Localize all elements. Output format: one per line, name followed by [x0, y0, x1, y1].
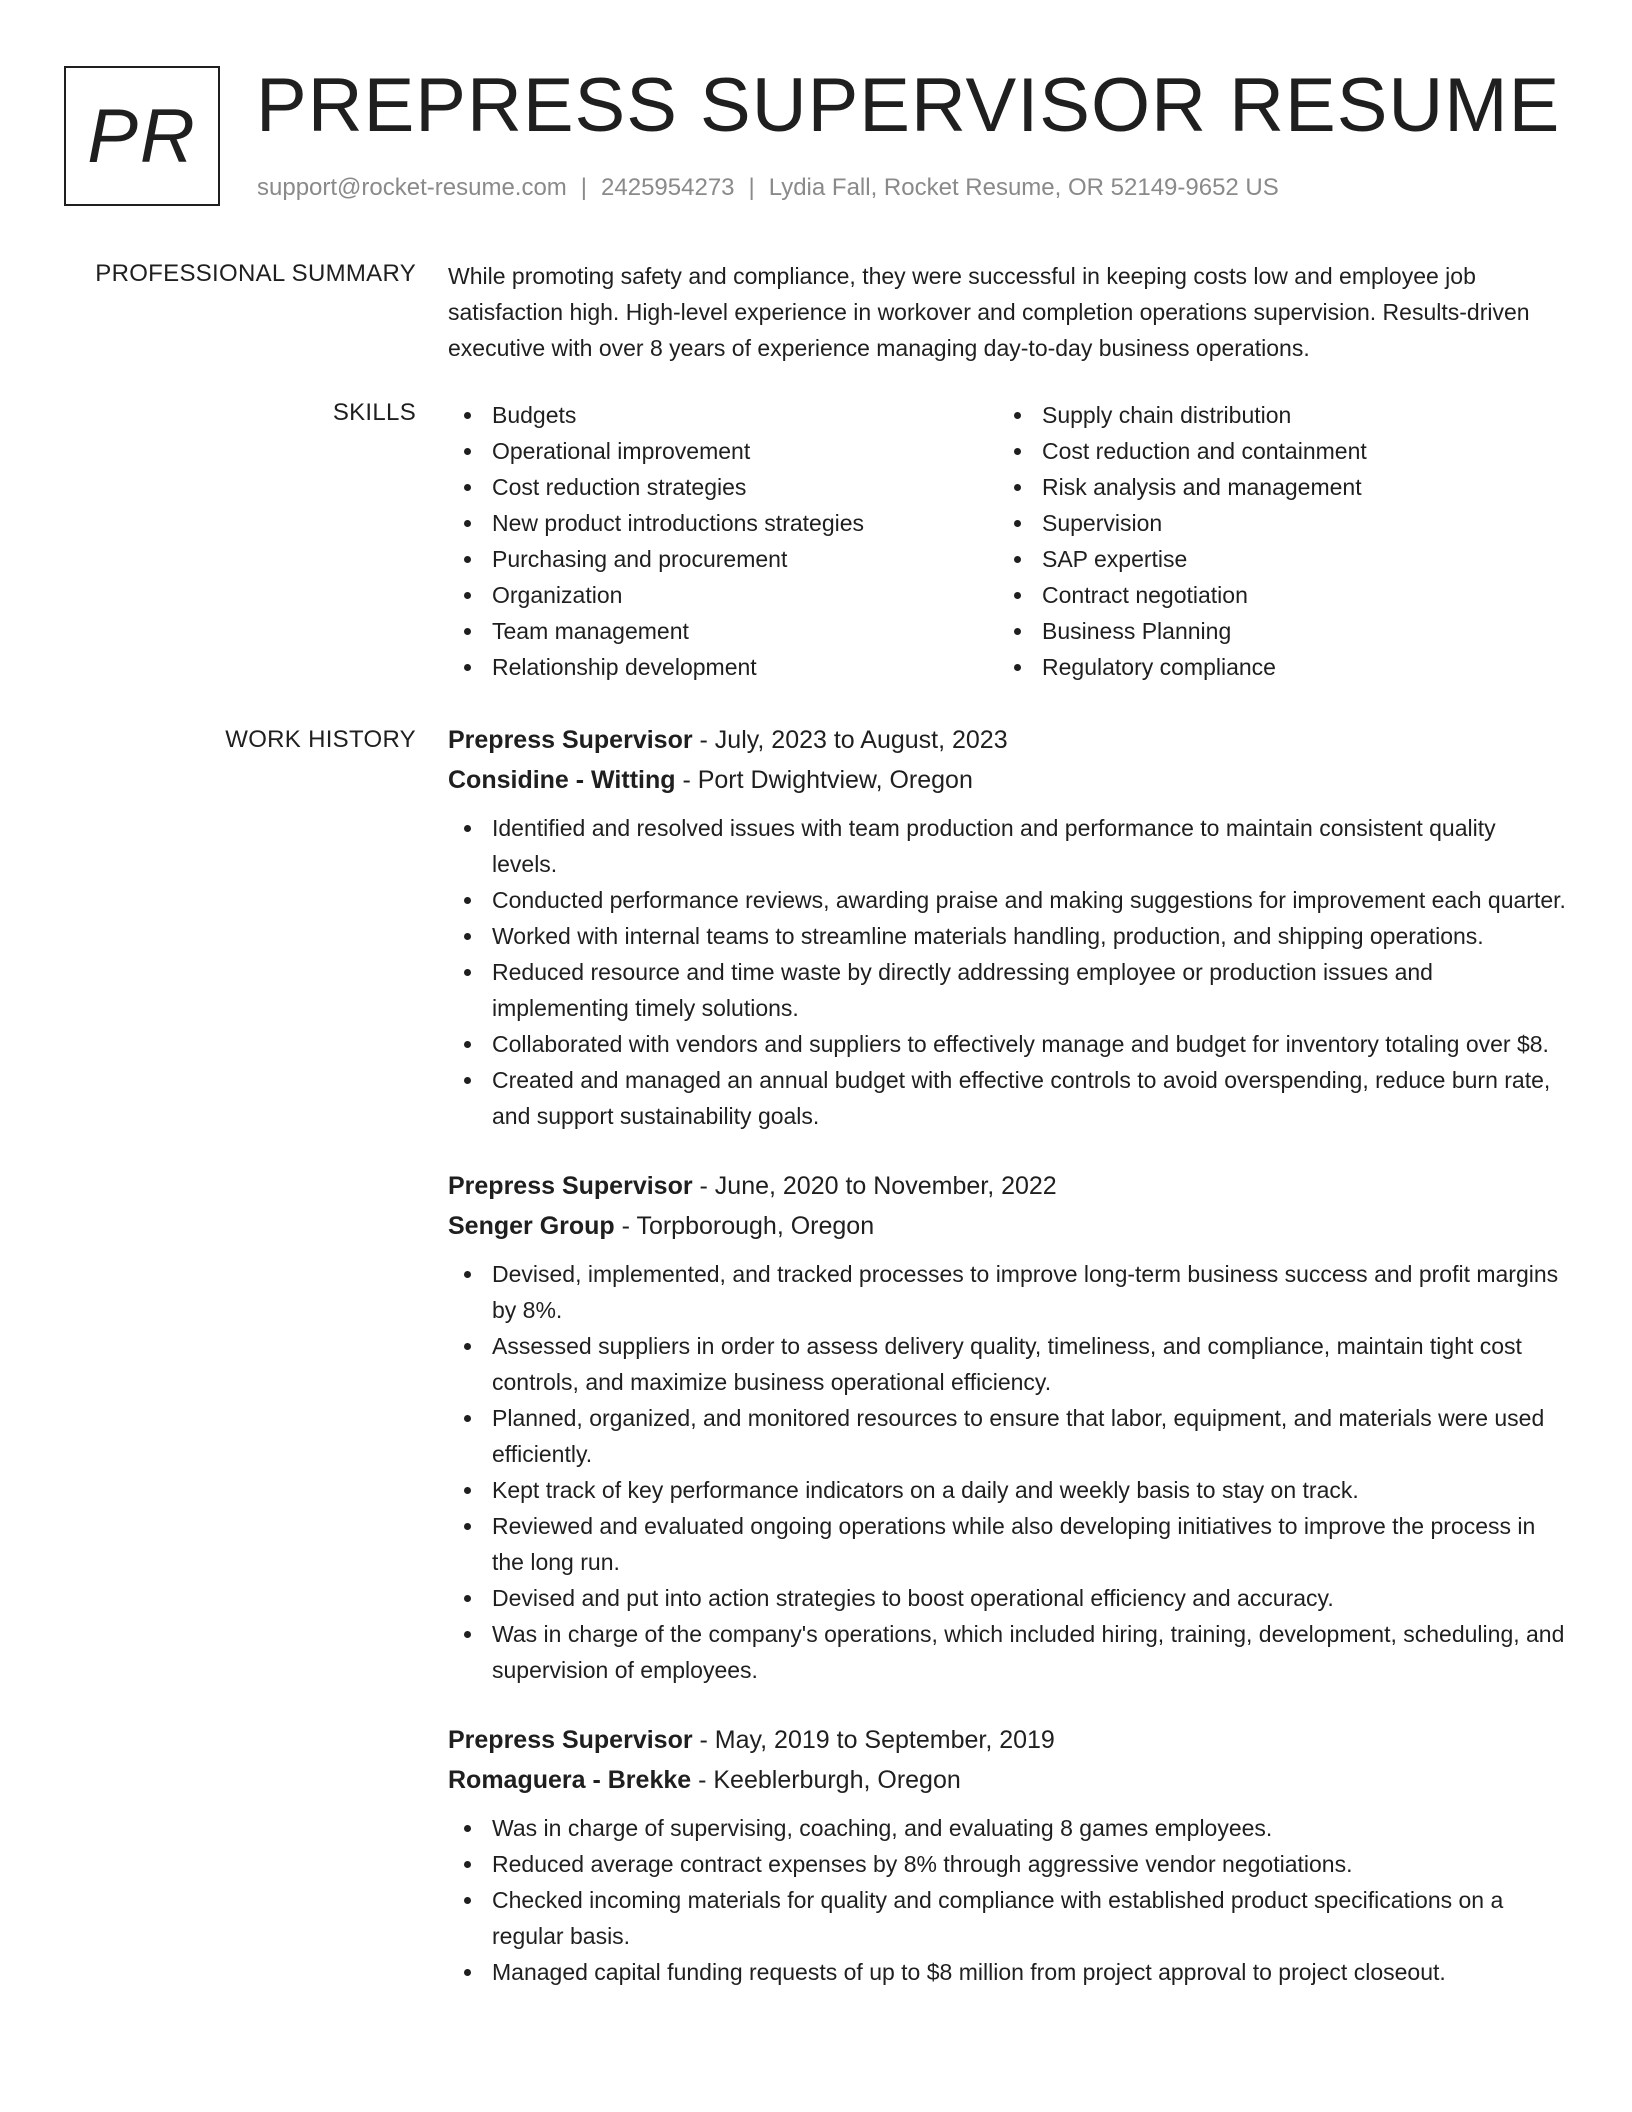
- contact-separator: |: [580, 174, 588, 201]
- skills-column-1: [448, 397, 998, 685]
- job-dates: - June, 2020 to November, 2022: [692, 1172, 1057, 1200]
- job-location: - Torpborough, Oregon: [614, 1212, 875, 1240]
- skill-item: Contract negotiation: [998, 577, 1548, 613]
- job-company: Senger Group: [448, 1212, 615, 1240]
- job-title-line: [448, 720, 1566, 760]
- job-bullet: Worked with internal teams to streamline materials handling, production, and shipping operations.: [448, 918, 1566, 954]
- job-bullets: [448, 810, 1566, 1134]
- skill-item: SAP expertise: [998, 541, 1548, 577]
- job-location: - Port Dwightview, Oregon: [675, 766, 973, 794]
- job-entry: [448, 720, 1566, 1134]
- job-company-line: [448, 1206, 1566, 1246]
- contact-address: Lydia Fall, Rocket Resume, OR 52149-9652 US: [768, 174, 1279, 201]
- job-dates: - May, 2019 to September, 2019: [692, 1726, 1055, 1754]
- job-bullet: Reduced average contract expenses by 8% through aggressive vendor negotiations.: [448, 1846, 1566, 1882]
- job-bullet: Planned, organized, and monitored resources to ensure that labor, equipment, and materials were used efficiently.: [448, 1400, 1566, 1472]
- job-dates: - July, 2023 to August, 2023: [692, 726, 1008, 754]
- skill-item: Team management: [448, 613, 998, 649]
- job-bullet: Conducted performance reviews, awarding praise and making suggestions for improvement each quarter.: [448, 882, 1566, 918]
- job-bullet: Kept track of key performance indicators on a daily and weekly basis to stay on track.: [448, 1472, 1566, 1508]
- skill-item: Relationship development: [448, 649, 998, 685]
- job-title: Prepress Supervisor: [448, 726, 693, 754]
- skill-item: Business Planning: [998, 613, 1548, 649]
- contact-phone: 2425954273: [601, 174, 735, 201]
- skills-heading: SKILLS: [332, 399, 416, 426]
- skill-item: Supply chain distribution: [998, 397, 1548, 433]
- job-bullets: [448, 1256, 1566, 1688]
- work-history-heading: WORK HISTORY: [225, 726, 416, 753]
- job-bullet: Was in charge of supervising, coaching, and evaluating 8 games employees.: [448, 1810, 1566, 1846]
- job-company-line: [448, 1760, 1566, 1800]
- job-company-line: [448, 760, 1566, 800]
- contact-email: support@rocket-resume.com: [257, 174, 567, 201]
- summary-heading: PROFESSIONAL SUMMARY: [95, 260, 416, 287]
- job-bullet: Collaborated with vendors and suppliers to effectively manage and budget for inventory totaling over $8.: [448, 1026, 1566, 1062]
- skill-item: Cost reduction and containment: [998, 433, 1548, 469]
- work-history-body: [448, 720, 1566, 2022]
- job-bullet: Devised, implemented, and tracked processes to improve long-term business success and profit margins by 8%.: [448, 1256, 1566, 1328]
- skill-item: Purchasing and procurement: [448, 541, 998, 577]
- skill-item: Budgets: [448, 397, 998, 433]
- job-title-line: [448, 1166, 1566, 1206]
- skill-item: New product introductions strategies: [448, 505, 998, 541]
- job-title: Prepress Supervisor: [448, 1172, 693, 1200]
- job-location: - Keeblerburgh, Oregon: [691, 1766, 961, 1794]
- resume-title: PREPRESS SUPERVISOR RESUME: [256, 63, 1561, 148]
- job-bullet: Reduced resource and time waste by directly addressing employee or production issues and implementing timely solutions.: [448, 954, 1566, 1026]
- job-bullet: Checked incoming materials for quality and compliance with established product specifications on a regular basis.: [448, 1882, 1566, 1954]
- job-entry: [448, 1720, 1566, 1990]
- job-bullet: Devised and put into action strategies to boost operational efficiency and accuracy.: [448, 1580, 1566, 1616]
- contact-line: [257, 174, 1279, 202]
- job-bullet: Managed capital funding requests of up to $8 million from project approval to project closeout.: [448, 1954, 1566, 1990]
- skill-item: Regulatory compliance: [998, 649, 1548, 685]
- job-bullet: Was in charge of the company's operations, which included hiring, training, development, scheduling, and supervision of employees.: [448, 1616, 1566, 1688]
- job-company: Considine - Witting: [448, 766, 676, 794]
- job-title-line: [448, 1720, 1566, 1760]
- job-bullets: [448, 1810, 1566, 1990]
- skill-item: Cost reduction strategies: [448, 469, 998, 505]
- job-bullet: Assessed suppliers in order to assess delivery quality, timeliness, and compliance, maintain tight cost controls, and maximize business operational efficiency.: [448, 1328, 1566, 1400]
- job-entry: [448, 1166, 1566, 1688]
- summary-body: [448, 258, 1566, 366]
- skills-body: [448, 397, 1566, 685]
- skill-item: Operational improvement: [448, 433, 998, 469]
- job-bullet: Created and managed an annual budget with effective controls to avoid overspending, reduce burn rate, and support sustainability goals.: [448, 1062, 1566, 1134]
- skill-item: Risk analysis and management: [998, 469, 1548, 505]
- skill-item: Supervision: [998, 505, 1548, 541]
- job-title: Prepress Supervisor: [448, 1726, 693, 1754]
- monogram-logo: PR: [64, 66, 220, 206]
- job-company: Romaguera - Brekke: [448, 1766, 692, 1794]
- job-bullet: Identified and resolved issues with team production and performance to maintain consistent quality levels.: [448, 810, 1566, 882]
- job-bullet: Reviewed and evaluated ongoing operations while also developing initiatives to improve the process in the long run.: [448, 1508, 1566, 1580]
- summary-text: While promoting safety and compliance, they were successful in keeping costs low and employee job satisfaction high. High-level experience in workover and completion operations supervision. Results-driven executive with over 8 years of experience managing day-to-day business operations.: [448, 263, 1530, 361]
- skills-column-2: [998, 397, 1548, 685]
- contact-separator: |: [748, 174, 755, 201]
- skill-item: Organization: [448, 577, 998, 613]
